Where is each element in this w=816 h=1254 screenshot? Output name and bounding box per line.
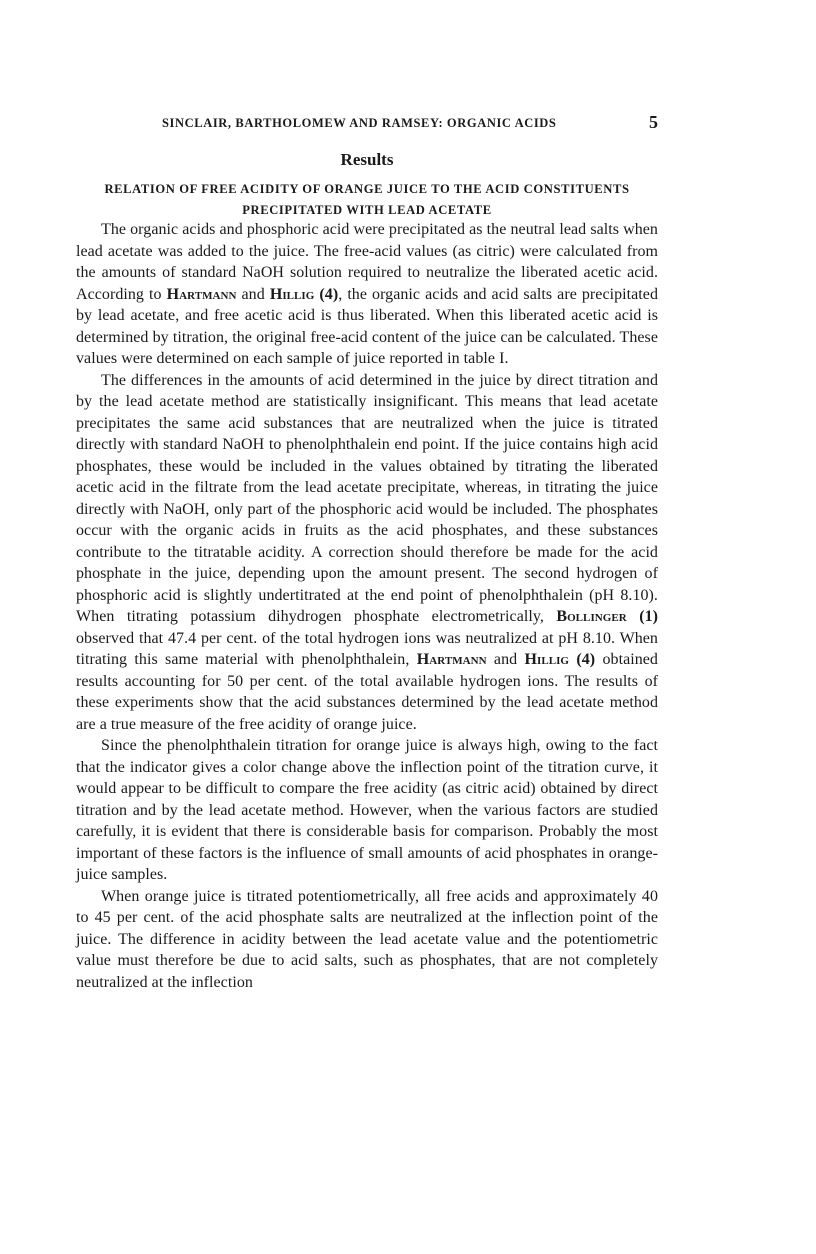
reference-number: (4): [319, 285, 339, 303]
paragraph-1: [76, 219, 658, 370]
section-title: Results: [340, 150, 394, 169]
paragraph-2: [76, 370, 658, 736]
subsection-heading-line-1: RELATION OF FREE ACIDITY OF ORANGE JUICE TO THE ACID CONSTITUENTS: [104, 182, 630, 196]
paragraph-text: obtained results accounting for 50 per cent. of the total available hydrogen ions. The results of these experiments show that the acid substances determined by the lead acetate method are a true measure of the free acidity of orange juice.: [76, 651, 658, 733]
running-title: SINCLAIR, BARTHOLOMEW AND RAMSEY: ORGANIC ACIDS: [162, 116, 557, 130]
paragraph-text: and: [236, 285, 270, 303]
author-citation: Bollinger: [556, 608, 627, 625]
subsection-heading-line-2: PRECIPITATED WITH LEAD ACETATE: [242, 203, 492, 217]
author-citation: Hartmann: [166, 285, 237, 303]
paragraph-3: Since the phenolphthalein titration for orange juice is always high, owing to the fact that the indicator gives a color change above the inflection point of the titration curve, it would appear to be difficult to compare the free acidity (as citric acid) obtained by direct titration and by the lead acetate method. However, when the various factors are studied carefully, it is evident that there is considerable basis for comparison. Probably the most important of these factors is the influence of small amounts of acid phosphates in orange-juice samples.: [76, 737, 658, 883]
author-citation: Hillig: [524, 651, 570, 668]
paragraph-text: observed that 47.4 per cent. of the total hydrogen ions was neutralized at pH 8.10. When titrating this same material with phenolphthalein,: [76, 629, 658, 668]
reference-number: (1): [639, 608, 659, 625]
author-citation: Hartmann: [416, 651, 487, 668]
paragraph-text: The differences in the amounts of acid determined in the juice by direct titration and by the lead acetate method are statistically insignificant. This means that lead acetate precipitates the same acid substances that are neutralized when the juice is titrated directly with standard NaOH to phenolphthalein end point. If the juice contains high acid phosphates, these would be included in the values obtained by titrating the liberated acetic acid in the filtrate from the lead acetate precipitate, whereas, in titrating the juice directly with NaOH, only part of the phosphoric acid would be included. The phosphates occur with the organic acids in fruits as the acid phosphates, and these substances contribute to the titratable acidity. A correction should therefore be made for the acid phosphate in the juice, depending upon the amount present. The second hydrogen of phosphoric acid is slightly undertitrated at the end point of phenolphthalein (pH 8.10). When titrating potassium dihydrogen phosphate electrometrically,: [76, 371, 658, 625]
author-citation: Hillig: [269, 285, 315, 303]
paragraph-text: The organic acids and phosphoric acid were precipitated as the neutral lead salts when lead acetate was added to the juice. The free-acid values (as citric) were calculated from the amounts of standard NaOH solution required to neutralize the liberated acetic acid. According to: [76, 221, 658, 303]
reference-number: (4): [576, 651, 596, 668]
paragraph-text: and: [486, 651, 525, 668]
paragraph-text: , the organic acids and acid salts are precipitated by lead acetate, and free acetic acid is thus liberated. When this liberated acetic acid is determined by titration, the original free-acid content of the juice can be calculated. These values were determined on each sample of juice reported in table I.: [76, 285, 658, 367]
paragraph-4: When orange juice is titrated potentiometrically, all free acids and approximately 40 to 45 per cent. of the acid phosphate salts are neutralized at the inflection point of the juice. The difference in acidity between the lead acetate value and the potentiometric value must therefore be due to acid salts, such as phosphates, that are not completely neutralized at the inflection: [76, 887, 658, 991]
body-text: [76, 219, 658, 993]
running-header: [76, 112, 658, 136]
subsection-heading: [76, 179, 658, 221]
page-number: 5: [649, 112, 658, 132]
